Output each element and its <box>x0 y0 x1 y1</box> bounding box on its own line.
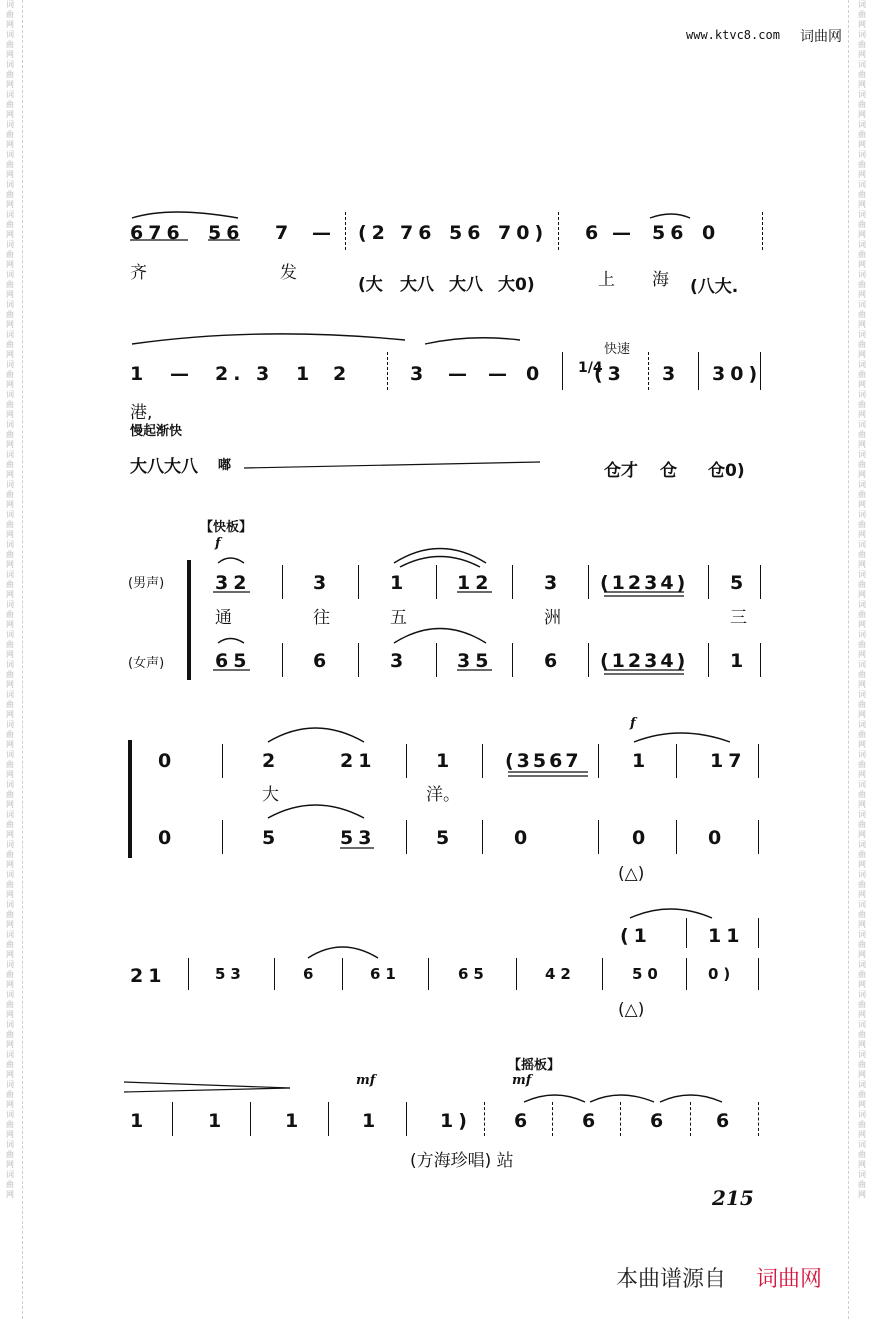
note: 2. <box>215 363 246 385</box>
lyric: 三 <box>730 608 747 628</box>
note: 0 <box>632 827 651 849</box>
slur <box>425 338 520 344</box>
note-group: (1234) <box>600 650 689 672</box>
note: 1 <box>130 1110 149 1132</box>
note: 1 <box>362 1110 381 1132</box>
section-label: 【摇板】 <box>508 1058 561 1073</box>
percussion: 仓 <box>660 461 677 481</box>
tempo-mark: 快速 <box>604 342 631 357</box>
slur <box>400 557 480 568</box>
voice-label-male: (男声) <box>128 576 165 591</box>
note-group: 42 <box>545 965 576 983</box>
percussion: 大0) <box>498 275 535 295</box>
note: 1) <box>440 1110 472 1132</box>
lyric: 发 <box>280 263 297 283</box>
dynamic-mark: mf <box>356 1073 376 1088</box>
note-group: 65 <box>215 650 252 672</box>
note-group: 56 <box>208 222 245 244</box>
right-margin-watermark: 词曲网词曲网词曲网词曲网词曲网词曲网词曲网词曲网词曲网词曲网词曲网词曲网词曲网词曲网词曲网词曲网词曲网词曲网词曲网词曲网词曲网词曲网词曲网词曲网词曲网词曲网词曲网词曲网词曲网词曲网词曲网词曲网词曲网词曲网词曲网词曲网词曲网词曲网词曲网词曲网 <box>858 0 866 1199</box>
note: 6 <box>650 1110 669 1132</box>
note-group: 56 <box>449 222 486 244</box>
percussion: 仓0) <box>708 461 745 481</box>
crescendo-line <box>124 1088 290 1092</box>
note: 6 <box>544 650 563 672</box>
dynamic-mark: f <box>630 716 636 731</box>
percussion: 大八大八 <box>130 457 198 477</box>
note: 3 <box>410 363 429 385</box>
left-margin-watermark: 词曲网词曲网词曲网词曲网词曲网词曲网词曲网词曲网词曲网词曲网词曲网词曲网词曲网词曲网词曲网词曲网词曲网词曲网词曲网词曲网词曲网词曲网词曲网词曲网词曲网词曲网词曲网词曲网词曲网词曲网词曲网词曲网词曲网词曲网词曲网词曲网词曲网词曲网词曲网词曲网 <box>6 0 14 1199</box>
footer-source-site[interactable]: 词曲网 <box>756 1266 823 1291</box>
note-group: 32 <box>215 572 252 594</box>
note-group: (1234) <box>600 572 689 594</box>
lyric: 往 <box>313 608 330 628</box>
note-group: (2 <box>358 222 390 244</box>
slur <box>218 639 244 644</box>
lyric: 大 <box>262 785 279 805</box>
note: 5 <box>436 827 455 849</box>
note: 0 <box>158 827 177 849</box>
note-group: 676 <box>130 222 185 244</box>
page-number: 215 <box>712 1186 754 1210</box>
dash-note: — <box>448 363 472 385</box>
note: 0 <box>526 363 545 385</box>
note-group: 21 <box>130 965 167 987</box>
site-name[interactable]: 词曲网 <box>800 29 842 45</box>
note: 3 <box>313 572 332 594</box>
note-group: 35 <box>457 650 494 672</box>
note: 5 <box>730 572 749 594</box>
note: 2 <box>333 363 352 385</box>
note-group: 50 <box>632 965 663 983</box>
slur <box>132 334 405 344</box>
lyric: 上 <box>598 270 615 290</box>
percussion: 大八 <box>449 275 483 295</box>
note: 1 <box>285 1110 304 1132</box>
note: 0 <box>158 750 177 772</box>
note-group: 70) <box>498 222 549 244</box>
note: 5 <box>262 827 281 849</box>
tempo-mark: 慢起渐快 <box>130 424 183 439</box>
lyric: 通 <box>215 608 232 628</box>
slur <box>218 558 244 563</box>
note-group: 76 <box>400 222 437 244</box>
slur <box>524 1095 585 1102</box>
note-group: 53 <box>215 965 246 983</box>
note-group: 12 <box>457 572 494 594</box>
crescendo-line <box>124 1082 290 1088</box>
slur <box>308 947 378 958</box>
note: 3 <box>544 572 563 594</box>
slur <box>268 728 364 742</box>
note: (3 <box>594 363 626 385</box>
dash-note: — <box>612 222 636 244</box>
slur <box>394 629 486 644</box>
note-group: 21 <box>340 750 377 772</box>
percussion: (大 <box>358 275 383 295</box>
time-signature: 1/4 <box>578 360 603 376</box>
note: 6 <box>716 1110 735 1132</box>
percussion: 仓才 <box>604 461 638 481</box>
dash-note: — <box>170 363 194 385</box>
sustain-line <box>244 462 540 468</box>
site-url[interactable]: www.ktvc8.com <box>686 28 780 42</box>
lyric: 五 <box>390 608 407 628</box>
note-group: 0 <box>702 222 721 244</box>
slur <box>660 1095 722 1102</box>
dash-note: — <box>488 363 512 385</box>
note: 1 <box>632 750 651 772</box>
dash-note: — <box>312 222 336 244</box>
percussion: 大八 <box>400 275 434 295</box>
note: 1 <box>208 1110 227 1132</box>
slur <box>394 549 486 564</box>
note-group: 65 <box>458 965 489 983</box>
note: 6 <box>303 965 319 983</box>
lyric: 洲 <box>544 608 561 628</box>
note: 1 <box>436 750 455 772</box>
note: 6 <box>313 650 332 672</box>
note: 6 <box>582 1110 601 1132</box>
note: 1 <box>730 650 749 672</box>
note: (1 <box>620 925 652 947</box>
dynamic-mark: f <box>215 536 221 551</box>
slur <box>630 909 712 918</box>
note: 6 <box>514 1110 533 1132</box>
voice-label-female: (女声) <box>128 656 165 671</box>
lyric: 港, <box>130 403 153 423</box>
note-group: 0) <box>708 965 736 983</box>
note: 0 <box>708 827 727 849</box>
note-group: 53 <box>340 827 377 849</box>
slur <box>634 733 730 742</box>
note: 1 <box>390 572 409 594</box>
note-group: 11 <box>708 925 745 947</box>
percussion: (△) <box>618 1000 645 1020</box>
note: 0 <box>514 827 533 849</box>
note-group: 7 <box>275 222 294 244</box>
note-group: (3567 <box>505 750 582 772</box>
slur <box>650 214 690 218</box>
lyric: (方海珍唱) 站 <box>410 1151 514 1171</box>
note: 3 <box>256 363 275 385</box>
footer-source-prefix: 本曲谱源自 <box>616 1266 727 1291</box>
note-group: 17 <box>710 750 747 772</box>
slur <box>590 1095 654 1102</box>
note-group: 56 <box>652 222 689 244</box>
note-group: 61 <box>370 965 401 983</box>
dynamic-mark: mf <box>512 1073 532 1088</box>
note: 1 <box>296 363 315 385</box>
note: 2 <box>262 750 281 772</box>
slur <box>268 805 364 818</box>
slur <box>132 212 238 218</box>
percussion: (八大. <box>690 277 739 297</box>
percussion: (△) <box>618 864 645 884</box>
section-label: 【快板】 <box>200 520 253 535</box>
note: 30) <box>712 363 763 385</box>
lyric: 齐 <box>130 263 147 283</box>
note: 1 <box>130 363 149 385</box>
lyric: 洋。 <box>426 785 460 805</box>
percussion: 嘟 <box>218 458 232 473</box>
note: 3 <box>662 363 681 385</box>
note: 3 <box>390 650 409 672</box>
note-group: 6 <box>585 222 604 244</box>
lyric: 海 <box>652 270 669 290</box>
